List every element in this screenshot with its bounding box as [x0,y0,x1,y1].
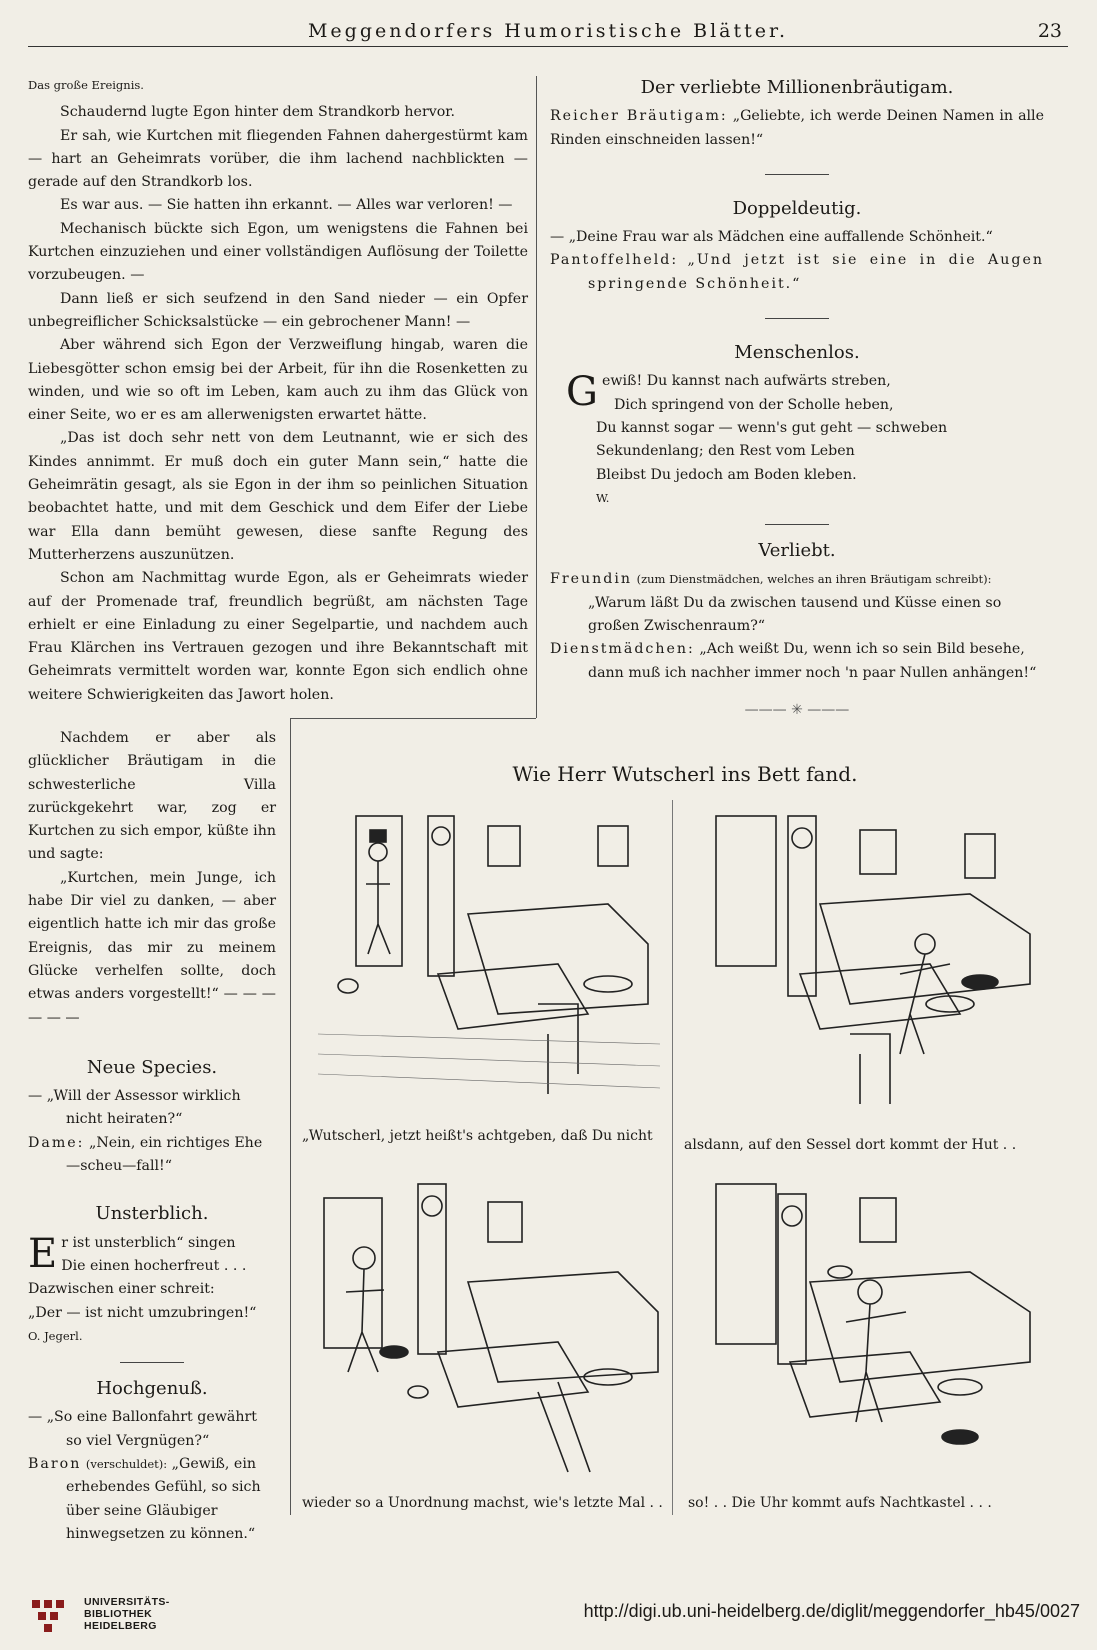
comic-caption: wieder so a Unordnung machst, wie's letzte Mal . . [302,1495,663,1511]
story-paragraph: Dann ließ er sich seufzend in den Sand nieder — ein Opfer unbegreiflicher Schicksalstücke — ein gebrochener Mann! — [28,290,528,330]
stage-note: (verschuldet): [85,1457,168,1472]
ornament-separator: ——— ✳ ——— [744,701,850,718]
picture-frame [860,830,896,874]
dog [338,979,358,993]
stage-note: (zum Dienstmädchen, welches an ihren Bräutigam schreibt): [636,572,992,587]
top-hat-icon [370,830,386,842]
speaker: Dame: [28,1134,85,1151]
comic-panel-1 [318,804,660,1104]
panel-rule [672,800,673,1515]
picture-frame [860,1198,896,1242]
picture-frame [598,826,628,866]
speaker: Pantoffelheld: [550,252,679,269]
page-number: 23 [1037,20,1062,42]
doppeldeutig-reply: Pantoffelheld: „Und jetzt ist sie eine in die Augen springende Schönheit.“ [550,252,1044,292]
comic-panel-3 [318,1172,660,1482]
verliebt-answer: Dienstmädchen: „Ach weißt Du, wenn ich so sein Bild besehe, dann muß ich nachher immer noch 'n paar Nullen anhängen!“ [550,641,1037,681]
figure-head [915,934,935,954]
section-rule [290,718,536,719]
poem-line: ewiß! Du kannst nach aufwärts streben, [601,373,891,390]
dog [828,1266,852,1278]
table [790,1352,940,1417]
table [438,964,588,1029]
door [716,816,776,966]
poem-line: Dich springend von der Scholle heben, [614,396,894,413]
figure-head [369,843,387,861]
column-rule [536,76,537,718]
poem-line: r ist unsterblich“ singen [61,1234,236,1251]
story-paragraph: Mechanisch bückte sich Egon, um wenigstens die Fahnen bei Kurtchen einzuziehen und einer vollständigen Auflösung der Toilette vorzubeugen. — [28,220,528,284]
library-seal-icon [28,1596,76,1636]
poem-line: Die einen hocherfreut . . . [61,1257,247,1274]
bed [810,1272,1030,1382]
story-paragraph: „Das ist doch sehr nett von dem Leutnannt, wie er sich des Kindes annimmt. Er muß doch ein guter Mann sein,“ hatte die Geheimrätin gesagt, als sie Egon in der ihm so peinlichen Situation beobachtet hatte, und mit dem Geschick und dem Eifer der Liebe war Ella dann bemüht gewesen, diese sanfte Regung des Mutterherzens auszunützen. [28,430,528,563]
column-rule [290,718,291,1515]
comic-caption: „Wutscherl, jetzt heißt's achtgeben, daß Du nicht [302,1128,653,1144]
table [438,1342,588,1407]
wash-basin [584,1369,632,1385]
source-url[interactable]: http://digi.ub.uni-heidelberg.de/diglit/meggendorfer_hb45/0027 [583,1601,1080,1621]
verliebt-question: Freundin (zum Dienstmädchen, welches an ihren Bräutigam schreibt): „Warum läßt Du da zwischen tausend und Küsse einen so großen Zwischenraum?“ [550,571,1002,635]
menschenlos-title: Menschenlos. [734,342,860,364]
neue-species-reply: Dame: „Nein, ein richtiges Ehe—scheu—fall!“ [28,1134,263,1175]
neue-species-line: — „Will der Assessor wirklich nicht heiraten?“ [28,1088,241,1128]
comic-drawing [318,1172,660,1482]
page-header [28,18,1068,47]
bed [468,1272,658,1382]
story-heading: Das große Ereignis. [28,78,144,92]
picture-frame [488,826,520,866]
hochgenuss-line: — „So eine Ballonfahrt gewährt so viel Vergnügen?“ [28,1409,257,1449]
story-column [28,74,528,707]
comic-drawing [710,1172,1044,1482]
separator [765,318,829,319]
story-paragraph: „Kurtchen, mein Junge, ich habe Dir viel zu danken, — aber eigentlich hatte ich mir das große Ereignis, das mir zu meinem Glücke verhelfen sollte, doch etwas anders vorgestellt!“ — — — — — — [28,869,276,1026]
top-hat-icon [380,1346,408,1358]
story-paragraph: Nachdem er aber als glücklicher Bräutigam in die schwesterliche Villa zurückgekehrt war, zog er Kurtchen zu sich empor, küßte ihn und sagte: [28,730,276,863]
speaker: Baron [28,1456,82,1473]
poem-line: Dazwischen einer schreit: [28,1281,215,1298]
comic-drawing [318,804,660,1104]
millionen-title: Der verliebte Millionenbräutigam. [640,77,954,98]
top-hat-icon [942,1430,978,1444]
comic-panel-2 [710,804,1044,1104]
menschenlos-poem [550,370,1044,510]
comic-caption: alsdann, auf den Sessel dort kommt der Hut . . [684,1137,1017,1153]
door [324,1198,382,1348]
comic-panel-4 [710,1172,1044,1482]
wash-basin [938,1379,982,1395]
story-paragraph: Schon am Nachmittag wurde Egon, als er Geheimrats wieder auf der Promenade traf, freundlich begrüßt, am nächsten Tage erhielt er eine Einladung zu einer Segelpartie, und nachdem auch Frau Klärchen ins Vertrauen gezogen und ihre Bekanntschaft mit Geheimrats vermittelt worden war, konnte Egon sich endlich ohne weitere Schwierigkeiten das Jawort holen. [28,570,528,703]
drop-cap: E [28,1230,58,1277]
bed [820,894,1030,1004]
story-paragraph: Aber während sich Egon der Verzweiflung hingab, waren die Liebesgötter schon emsig bei der Arbeit, für ihn die Rosenketten zu winden, und wie so oft im Leben, kam auch zu ihm das Glück von einer Seite, wo er es am allerwenigsten erwartet hätte. [28,337,528,424]
picture-frame [965,834,995,878]
story-continuation [28,727,276,1546]
publication-title: Meggendorfers Humoristische Blätter. [307,20,789,42]
author: W. [596,490,610,505]
story-paragraph: Schaudernd lugte Egon hinter dem Strandkorb hervor. [60,104,456,121]
doppeldeutig-line: — „Deine Frau war als Mädchen eine auffallende Schönheit.“ [550,229,993,246]
grandfather-clock [788,816,816,996]
speaker: Dienstmädchen: [550,641,695,658]
right-column [550,72,1044,722]
wash-basin [584,976,632,992]
story-paragraph: Es war aus. — Sie hatten ihn erkannt. — Alles war verloren! — [60,197,513,214]
dog [408,1386,428,1398]
verliebt-title: Verliebt. [758,540,836,562]
top-hat-icon [962,975,998,989]
millionen-text: Reicher Bräutigam: „Geliebte, ich werde Deinen Namen in alle Rinden einschneiden lassen!“ [550,108,1044,148]
poem-line: „Der — ist nicht umzubringen!“ [28,1304,257,1321]
library-name: UNIVERSITÄTS- BIBLIOTHEK HEIDELBERG [84,1596,170,1632]
comic-caption: so! . . Die Uhr kommt aufs Nachtkastel . . . [688,1495,992,1511]
picture-frame [488,1202,522,1242]
bed [468,904,648,1014]
author: O. Jegerl. [28,1328,83,1343]
hochgenuss-title: Hochgenuß. [96,1378,208,1400]
story-paragraph: Er sah, wie Kurtchen mit fliegenden Fahnen dahergestürmt kam — hart an Geheimrats vorüber, die ihm lachend nachblickten — gerade auf den Strandkorb los. [28,127,528,191]
poem-line: Du kannst sogar — wenn's gut geht — schweben [596,419,948,436]
comic-title: Wie Herr Wutscherl ins Bett fand. [512,762,858,786]
chair [850,1034,890,1104]
drop-cap: G [566,369,598,416]
library-logo [28,1592,228,1637]
door [716,1184,776,1344]
speaker: Freundin [550,571,633,588]
figure-head [858,1280,882,1304]
hochgenuss-reply: Baron (verschuldet): „Gewiß, ein erhebendes Gefühl, so sich über seine Gläubiger hinwegsetzen zu können.“ [28,1456,261,1542]
separator [765,524,829,525]
poem-line: Sekundenlang; den Rest vom Leben [596,443,855,460]
unsterblich-poem [28,1232,276,1348]
figure-head [353,1247,375,1269]
table [800,964,960,1029]
unsterblich-title: Unsterblich. [95,1203,209,1225]
speaker: Reicher Bräutigam: [550,108,728,125]
separator [765,174,829,175]
doppeldeutig-title: Doppeldeutig. [732,197,862,219]
poem-line: Bleibst Du jedoch am Boden kleben. [596,466,857,483]
neue-species-title: Neue Species. [86,1056,218,1078]
separator [120,1362,184,1363]
comic-drawing [710,804,1044,1104]
grandfather-clock [428,816,454,976]
